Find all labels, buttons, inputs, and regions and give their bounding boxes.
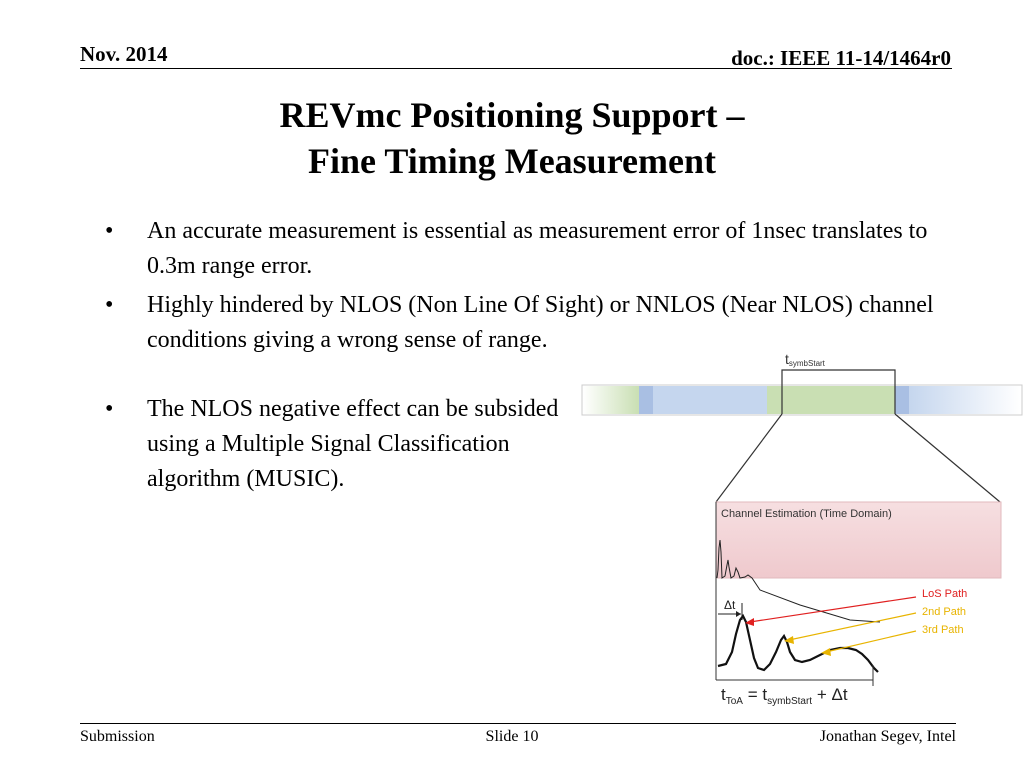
zoom-line-right xyxy=(895,414,1000,502)
symbol-bar-dark-edge xyxy=(639,386,653,414)
symbol-bar-green-segment xyxy=(767,386,895,414)
zoom-line-left xyxy=(716,414,782,502)
footer-submission: Submission xyxy=(80,728,155,745)
header-doc-id: doc.: IEEE 11-14/1464r0 xyxy=(731,46,951,70)
delta-t-arrowhead xyxy=(736,611,741,617)
symbol-bar-dark-edge xyxy=(895,386,909,414)
bullet-marker: • xyxy=(105,218,114,244)
title-line-1: REVmc Positioning Support – xyxy=(279,95,745,135)
header-date: Nov. 2014 xyxy=(80,42,168,66)
footer-author: Jonathan Segev, Intel xyxy=(819,728,956,745)
title-line-2: Fine Timing Measurement xyxy=(308,141,716,181)
delta-t-label: Δt xyxy=(724,598,736,612)
footer-slide-number: Slide 10 xyxy=(485,728,539,745)
third-path-label: 3rd Path xyxy=(922,624,964,636)
channel-waveform xyxy=(718,616,878,672)
footer-rule xyxy=(80,723,956,724)
third-path-arrow xyxy=(826,631,916,652)
bullet-text: An accurate measurement is essential as measurement error of 1nsec translates to 0.3m range error. xyxy=(147,218,928,279)
bullet-text: Highly hindered by NLOS (Non Line Of Sight) or NNLOS (Near NLOS) channel conditions giving a wrong sense of range. xyxy=(147,292,934,353)
bullet-text: The NLOS negative effect can be subsided using a Multiple Signal Classification algorithm (MUSIC). xyxy=(147,396,559,492)
bullet-marker: • xyxy=(105,396,114,422)
t-symbstart-label: tsymbStart xyxy=(785,351,825,368)
second-path-label: 2nd Path xyxy=(922,606,967,618)
los-path-label: LoS Path xyxy=(922,588,968,600)
channel-estimation-title: Channel Estimation (Time Domain) xyxy=(721,508,892,520)
symbol-bar-left-fade xyxy=(583,386,639,414)
bullet-marker: • xyxy=(105,292,114,318)
symbol-bar-right-fade xyxy=(909,386,1021,414)
symbol-bar-blue-segment xyxy=(639,386,767,414)
toa-formula: $t_{ToA} = t_{symbStart} + \Delta t$ xyxy=(721,685,848,707)
